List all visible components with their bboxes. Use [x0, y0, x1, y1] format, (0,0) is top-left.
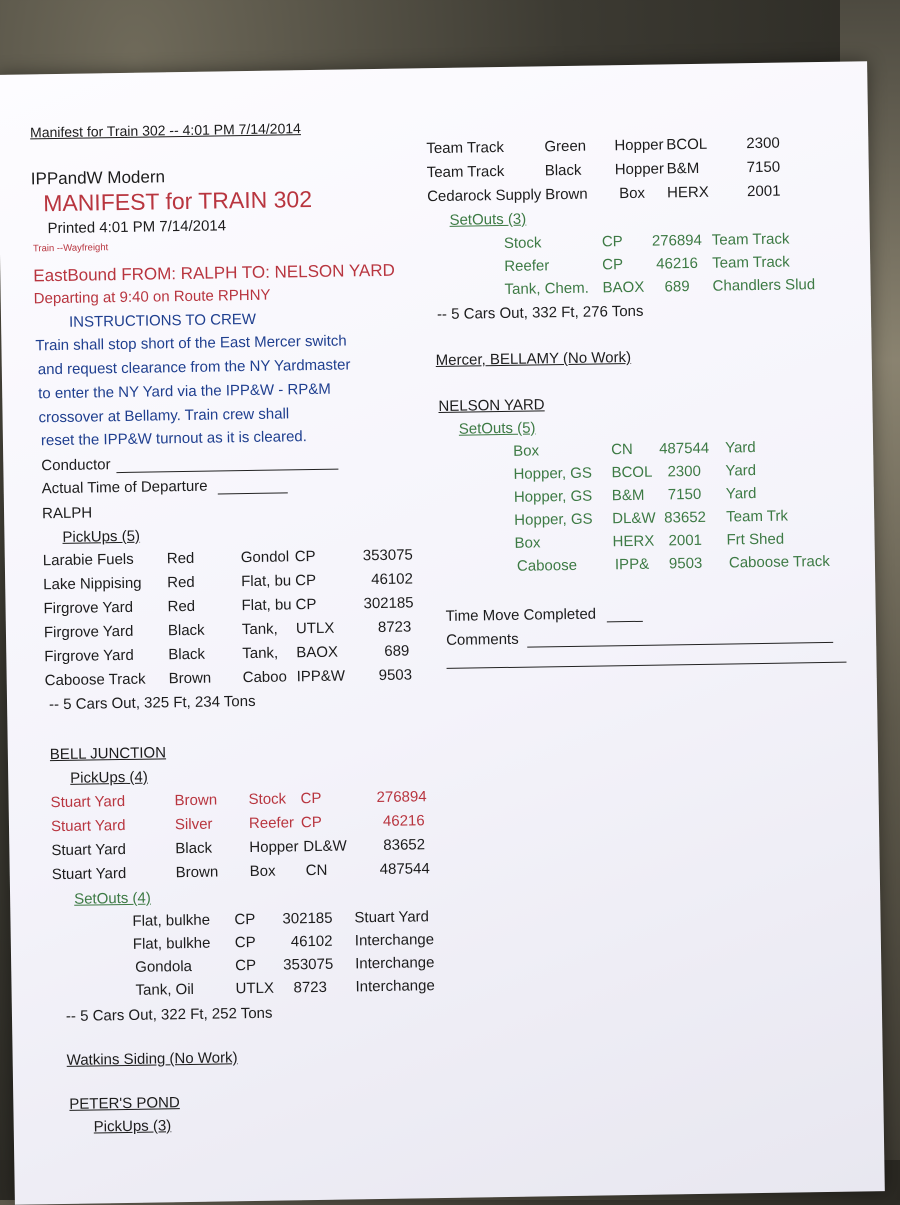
departure-time-line	[218, 478, 288, 494]
time-move-completed-field	[446, 605, 643, 625]
departure-time-label: Actual Time of Departure	[42, 478, 208, 498]
car-number: 302185	[282, 910, 332, 928]
car-road: CP	[295, 548, 316, 565]
car-type: Hopper	[615, 160, 664, 178]
manifest-top-line: Manifest for Train 302 -- 4:01 PM 7/14/2014	[30, 120, 301, 140]
car-number: 689	[664, 278, 689, 295]
car-type: Tank,	[242, 621, 278, 639]
car-type: Reefer	[249, 814, 294, 832]
car-location: Larabie Fuels	[43, 551, 134, 569]
car-type: Hopper	[614, 136, 663, 154]
right-setouts-heading: SetOuts (3)	[449, 211, 526, 229]
car-road: B&M	[612, 487, 645, 505]
car-type: Box	[514, 534, 540, 551]
ralph-pickups-heading: PickUps (5)	[62, 528, 140, 546]
car-number: 353075	[363, 546, 413, 564]
car-number: 2300	[667, 463, 701, 481]
car-number: 46216	[656, 255, 698, 273]
manifest-title: MANIFEST for TRAIN 302	[43, 186, 312, 217]
car-road: BAOX	[602, 279, 644, 297]
station-nelson-yard: NELSON YARD	[438, 396, 544, 415]
car-type: Stock	[248, 790, 286, 808]
car-road: HERX	[667, 184, 709, 202]
comments-line-2	[447, 662, 847, 669]
car-location: Caboose Track	[45, 671, 146, 690]
car-destination: Interchange	[355, 977, 434, 995]
car-destination: Team Track	[712, 230, 790, 248]
car-type: Flat, bu	[241, 596, 291, 614]
car-destination: Interchange	[355, 931, 434, 949]
car-road: CP	[235, 934, 256, 951]
car-number: 83652	[383, 836, 425, 854]
car-destination: Interchange	[355, 954, 434, 972]
car-road: CP	[602, 233, 623, 250]
car-location: Firgrove Yard	[43, 599, 133, 617]
car-type: Stock	[504, 234, 542, 252]
car-type: Box	[513, 442, 539, 459]
departing-line: Departing at 9:40 on Route RPHNY	[34, 287, 271, 308]
car-type: Tank, Chem.	[504, 280, 588, 298]
car-number: 276894	[652, 232, 702, 250]
printed-time: Printed 4:01 PM 7/14/2014	[47, 217, 226, 237]
car-color: Brown	[174, 792, 217, 810]
car-road: BCOL	[611, 464, 652, 482]
car-location: Cedarock Supply	[427, 186, 541, 205]
direction-line: EastBound FROM: RALPH TO: NELSON YARD	[33, 261, 395, 287]
car-type: Hopper	[249, 838, 298, 856]
car-color: Brown	[176, 864, 219, 882]
instruction-line: reset the IPP&W turnout as it is cleared.	[41, 428, 307, 449]
comments-label: Comments	[446, 631, 519, 649]
car-road: CP	[295, 596, 316, 613]
car-number: 46102	[371, 570, 413, 588]
car-type: Reefer	[504, 257, 549, 275]
car-road: CP	[602, 256, 623, 273]
car-number: 2001	[747, 183, 781, 201]
station-mercer-bellamy: Mercer, BELLAMY (No Work)	[436, 349, 632, 369]
car-type: Flat, bulkhe	[132, 912, 210, 930]
car-road: BCOL	[666, 136, 707, 154]
conductor-label: Conductor	[41, 456, 110, 474]
car-number: 487544	[659, 440, 709, 458]
car-type: Gondol	[241, 548, 290, 566]
car-number: 276894	[376, 788, 426, 806]
car-color: Brown	[169, 670, 212, 688]
car-type: Gondola	[135, 958, 192, 976]
car-number: 9503	[669, 555, 703, 573]
time-move-completed-line	[606, 607, 642, 623]
car-location: Team Track	[426, 139, 504, 157]
car-road: CP	[301, 814, 322, 831]
comments-line	[527, 628, 833, 648]
car-type: Flat, bulkhe	[133, 935, 211, 953]
conductor-signature-line	[117, 455, 339, 473]
car-road: UTLX	[235, 980, 274, 998]
car-road: CP	[300, 790, 321, 807]
car-type: Tank, Oil	[135, 981, 194, 999]
railroad-name: IPPandW Modern	[31, 167, 165, 189]
car-destination: Yard	[726, 485, 757, 502]
car-location: Team Track	[427, 163, 505, 181]
car-number: 46102	[291, 933, 333, 951]
car-road: UTLX	[296, 620, 335, 638]
car-color: Brown	[545, 186, 588, 204]
car-location: Stuart Yard	[52, 865, 127, 883]
car-destination: Stuart Yard	[354, 908, 429, 926]
car-number: 7150	[747, 159, 781, 177]
car-road: CP	[235, 957, 256, 974]
instruction-line: to enter the NY Yard via the IPP&W - RP&M	[38, 381, 331, 403]
car-color: Black	[545, 162, 582, 180]
car-road: IPP&W	[297, 668, 346, 686]
station-bell-junction: BELL JUNCTION	[50, 744, 166, 763]
car-type: Tank,	[242, 645, 278, 663]
car-destination: Yard	[725, 462, 756, 479]
bell-pickups-heading: PickUps (4)	[70, 769, 148, 787]
car-number: 689	[384, 643, 409, 660]
instruction-line: Train shall stop short of the East Mercer switch	[35, 332, 346, 354]
instruction-line: and request clearance from the NY Yardmaster	[38, 356, 351, 378]
car-destination: Chandlers Slud	[712, 276, 815, 295]
car-number: 9503	[379, 666, 413, 684]
car-number: 487544	[380, 860, 430, 878]
car-type: Caboose	[517, 557, 577, 575]
car-color: Red	[167, 574, 195, 591]
departure-time-field	[42, 476, 288, 497]
car-location: Firgrove Yard	[44, 623, 134, 641]
car-location: Firgrove Yard	[44, 647, 134, 665]
train-type: Train --Wayfreight	[33, 242, 108, 254]
car-road: CP	[295, 572, 316, 589]
bell-summary: -- 5 Cars Out, 322 Ft, 252 Tons	[66, 1005, 273, 1025]
car-destination: Frt Shed	[726, 531, 784, 549]
car-road: IPP&	[615, 556, 649, 574]
car-road: B&M	[667, 160, 700, 178]
instruction-line: crossover at Bellamy. Train crew shall	[38, 405, 289, 426]
car-color: Red	[167, 598, 195, 615]
car-type: Caboo	[243, 668, 287, 686]
car-number: 7150	[668, 486, 702, 504]
car-type: Hopper, GS	[514, 488, 593, 506]
car-color: Black	[168, 646, 205, 664]
ralph-summary: -- 5 Cars Out, 325 Ft, 234 Tons	[49, 693, 256, 713]
car-destination: Team Trk	[726, 508, 788, 526]
car-location: Stuart Yard	[51, 841, 126, 859]
car-color: Black	[175, 840, 212, 858]
car-number: 2300	[746, 135, 780, 153]
car-number: 302185	[363, 594, 413, 612]
car-road: CN	[611, 441, 633, 458]
car-type: Box	[250, 863, 276, 880]
car-road: BAOX	[296, 644, 338, 662]
car-number: 353075	[283, 956, 333, 974]
car-destination: Caboose Track	[729, 553, 830, 572]
car-color: Red	[167, 550, 195, 567]
car-number: 8723	[378, 618, 412, 636]
car-type: Hopper, GS	[513, 465, 592, 483]
car-road: CN	[306, 862, 328, 879]
car-road: HERX	[612, 533, 654, 551]
car-type: Box	[619, 185, 645, 202]
car-color: Green	[544, 138, 586, 156]
car-destination: Yard	[725, 439, 756, 456]
car-location: Stuart Yard	[50, 793, 125, 811]
bell-setouts-heading: SetOuts (4)	[74, 890, 151, 908]
station-ralph: RALPH	[42, 504, 92, 522]
car-destination: Team Track	[712, 253, 790, 271]
car-road: DL&W	[303, 838, 347, 856]
car-location: Stuart Yard	[51, 817, 126, 835]
station-watkins-siding: Watkins Siding (No Work)	[67, 1049, 238, 1069]
nelson-setouts-heading: SetOuts (5)	[459, 419, 536, 437]
car-color: Black	[168, 622, 205, 640]
car-number: 2001	[668, 532, 702, 550]
conductor-field	[41, 453, 339, 475]
car-number: 46216	[383, 812, 425, 830]
station-peters-pond: PETER'S POND	[69, 1094, 180, 1113]
car-location: Lake Nippising	[43, 575, 142, 594]
car-type: Flat, bu	[241, 572, 291, 590]
car-number: 83652	[664, 509, 706, 527]
car-color: Silver	[175, 816, 213, 834]
peters-pond-pickups-heading: PickUps (3)	[94, 1117, 172, 1135]
car-road: DL&W	[612, 510, 656, 528]
manifest-paper	[0, 61, 885, 1205]
car-number: 8723	[293, 979, 327, 997]
time-move-completed-label: Time Move Completed	[446, 606, 597, 625]
car-road: CP	[234, 911, 255, 928]
instructions-heading: INSTRUCTIONS TO CREW	[69, 311, 256, 331]
car-type: Hopper, GS	[514, 511, 593, 529]
comments-field	[446, 626, 833, 649]
right-summary: -- 5 Cars Out, 332 Ft, 276 Tons	[437, 303, 644, 323]
